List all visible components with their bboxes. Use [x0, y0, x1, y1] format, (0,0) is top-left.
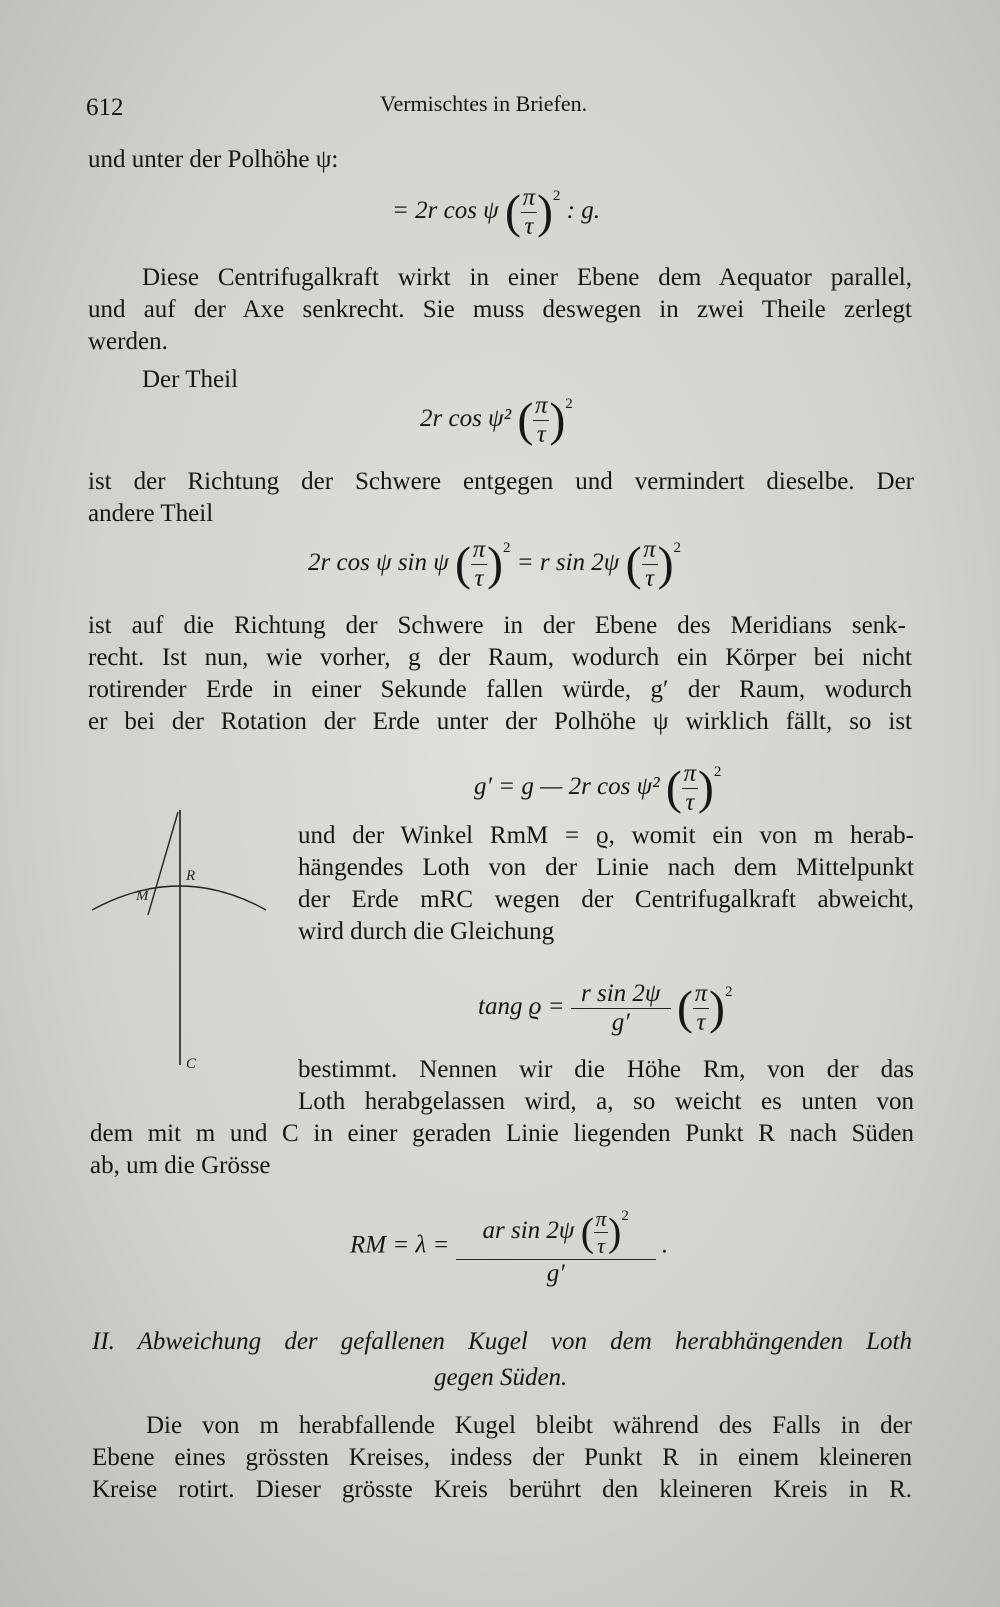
plumb-line	[148, 812, 178, 915]
formula-tang-rho: tang $ϱ = \frac{\text{r sin 2ψ}}{g'} (\frac{\pi}{\tau})^2$	[478, 980, 733, 1036]
text-line: und der Winkel RmM = ϱ, womit ein von m herab-	[298, 822, 914, 849]
text-line: bestimmt. Nennen wir die Höhe Rm, von der das	[298, 1056, 914, 1083]
formula-centrifugal: = 2r cos ψ $(\frac{\pi}{\tau})^2$ : g.	[392, 184, 600, 240]
text-line: und auf der Axe senkrecht. Sie muss deswegen in zwei Theile zerlegt	[88, 296, 912, 323]
text-line: er bei der Rotation der Erde unter der Polhöhe ψ wirklich fällt, so ist	[88, 708, 912, 735]
text-line: Ebene eines grössten Kreises, indess der Punkt R in einem kleineren	[92, 1444, 912, 1471]
running-title: Vermischtes in Briefen.	[380, 91, 588, 116]
formula-g-prime: g′ = g — 2r cos ψ² $(\frac{\pi}{\tau})^2$	[474, 760, 722, 816]
page-number: 612	[86, 94, 124, 121]
earth-arc	[92, 886, 266, 910]
text-line: hängendes Loth von der Linie nach dem Mittelpunkt	[298, 854, 914, 881]
label-m: M	[136, 888, 149, 904]
label-r: R	[186, 868, 196, 884]
text-line: Loth herabgelassen wird, a, so weicht es unten von	[298, 1088, 914, 1115]
text-line: recht. Ist nun, wie vorher, g der Raum, wodurch ein Körper bei nicht	[88, 644, 912, 671]
text-line: der Erde mRC wegen der Centrifugalkraft abweicht,	[298, 886, 914, 913]
text-line: rotirender Erde in einer Sekunde fallen würde, g′ der Raum, wodurch	[88, 676, 912, 703]
text-line: ist auf die Richtung der Schwere in der Ebene des Meridians senk-	[88, 612, 906, 639]
text-line: dem mit m und C in einer geraden Linie liegenden Punkt R nach Süden	[90, 1120, 914, 1147]
section-heading: II. Abweichung der gefallenen Kugel von dem herabhängenden Loth	[92, 1328, 912, 1355]
text-line: werden.	[88, 328, 168, 355]
text-line: Diese Centrifugalkraft wirkt in einer Ebene dem Aequator parallel,	[142, 264, 912, 291]
section-heading-cont: gegen Süden.	[434, 1364, 568, 1391]
text-line: Die von m herabfallende Kugel bleibt während des Falls in der	[146, 1412, 912, 1439]
formula-part-two: 2r cos ψ sin ψ $(\frac{\pi}{\tau})^2 = r$ sin 2ψ $(\frac{\pi}{\tau})^2$	[308, 536, 682, 592]
text-line: und unter der Polhöhe ψ:	[88, 146, 339, 173]
text-line: ab, um die Grösse	[90, 1152, 271, 1179]
label-c: C	[186, 1056, 197, 1070]
text-line: ist der Richtung der Schwere entgegen und vermindert dieselbe. Der	[88, 468, 914, 495]
meridian-figure	[90, 800, 290, 1070]
text-line: wird durch die Gleichung	[298, 918, 555, 945]
text-line: andere Theil	[88, 500, 214, 527]
text-line: Kreise rotirt. Dieser grösste Kreis berührt den kleineren Kreis in R.	[92, 1476, 912, 1503]
text-line: Der Theil	[142, 366, 239, 393]
formula-part-one: 2r cos ψ² $(\frac{\pi}{\tau})^2$	[420, 392, 573, 448]
formula-rm-lambda: RM = λ = ar sin 2ψ $(\frac{\pi}{\tau})^2$ g′ .	[350, 1206, 669, 1287]
